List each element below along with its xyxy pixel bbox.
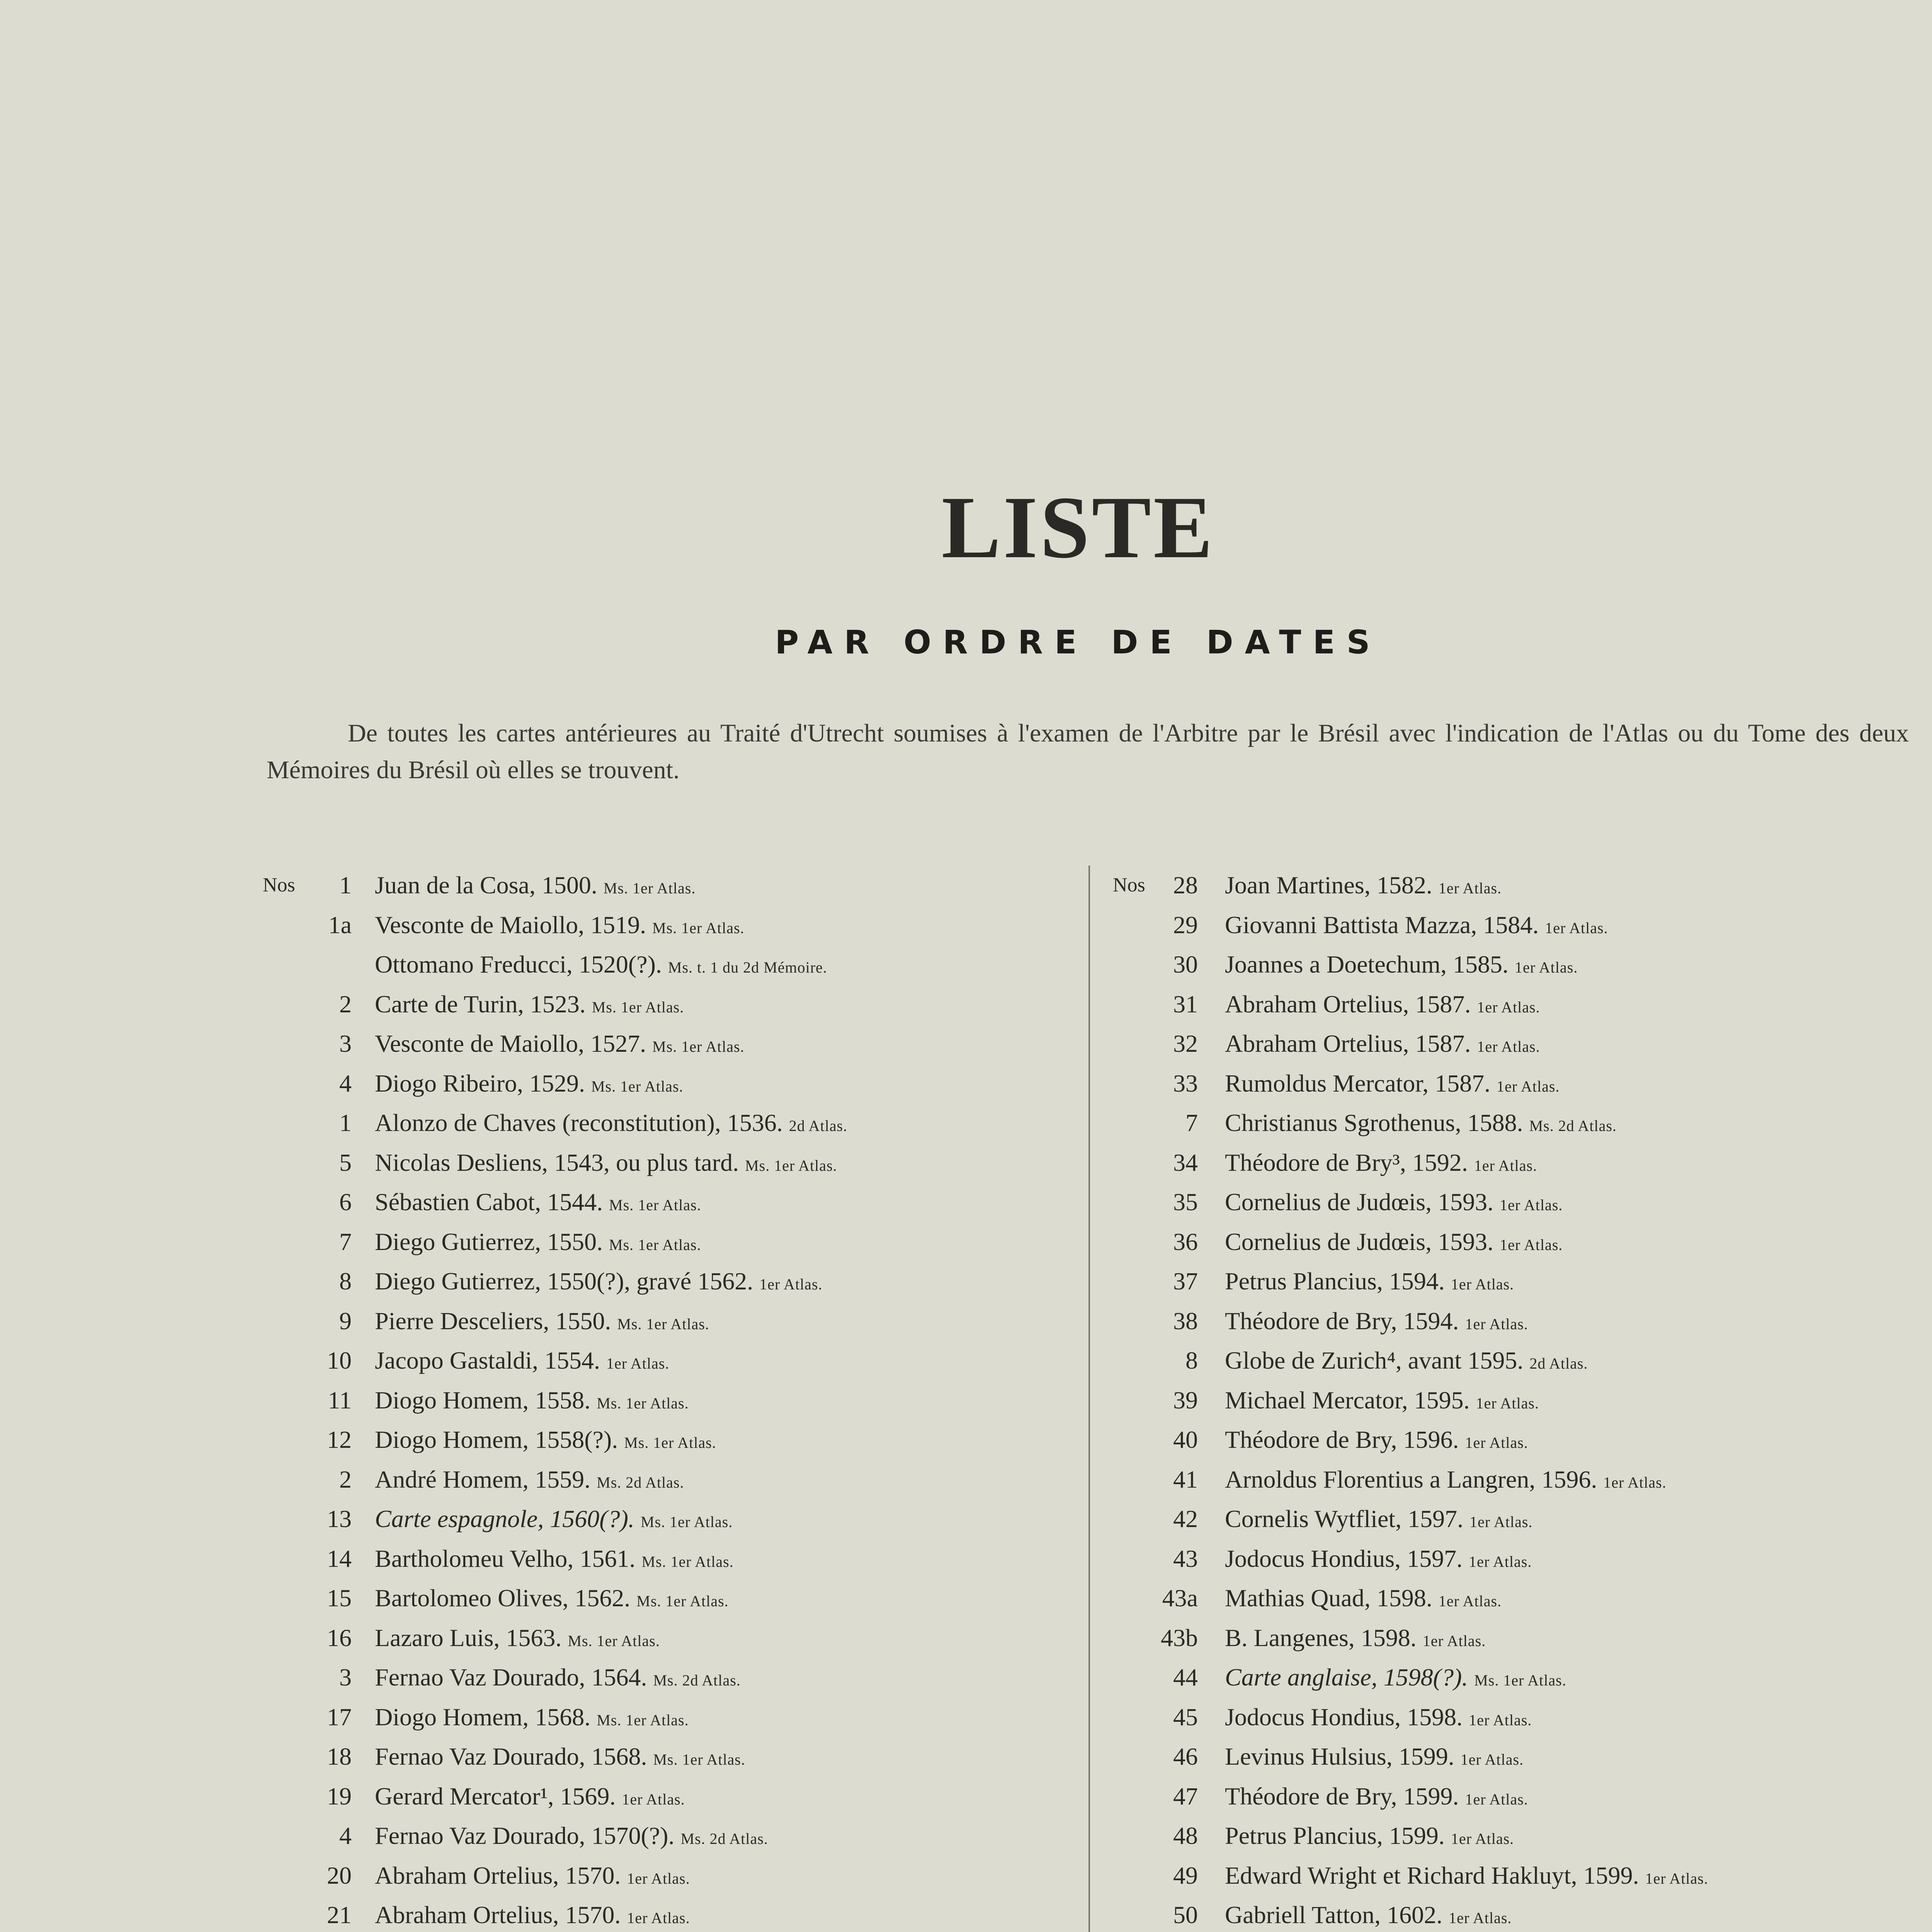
entry-note: 1er Atlas. <box>1465 1790 1528 1808</box>
entry-note: Ms. 1er Atlas. <box>1474 1672 1566 1689</box>
entry-number: 47 <box>1173 1782 1198 1810</box>
list-item <box>1113 1143 1932 1183</box>
entry-title: Fernao Vaz Dourado, 1570(?). <box>375 1822 675 1849</box>
entry-text <box>1225 945 1578 988</box>
entry-title: Cornelius de Judœis, 1593. <box>1225 1188 1494 1216</box>
entry-text <box>1225 1499 1532 1542</box>
number-label: Nos <box>263 874 295 896</box>
entry-number: 21 <box>327 1901 352 1929</box>
entry-text <box>375 1539 734 1582</box>
entry-title: Petrus Plancius, 1594. <box>1225 1267 1445 1295</box>
list-item <box>263 1777 1074 1816</box>
entry-title: Juan de la Cosa, 1500. <box>375 871 597 899</box>
list-item <box>263 1856 1074 1896</box>
entry-text <box>1225 1301 1528 1344</box>
entry-text <box>1225 1381 1539 1423</box>
entry-text <box>1225 1182 1563 1225</box>
entry-note: Ms. 2d Atlas. <box>1529 1117 1617 1134</box>
entry-text <box>375 1222 701 1265</box>
entry-text <box>1225 1024 1540 1067</box>
entry-text <box>375 1341 669 1384</box>
list-item <box>263 1182 1074 1222</box>
entry-number: 46 <box>1173 1743 1198 1770</box>
entry-number: 6 <box>339 1188 352 1216</box>
entry-text <box>375 1856 690 1899</box>
list-item <box>263 1341 1074 1381</box>
list-item <box>1113 1222 1932 1262</box>
entry-note: Ms. 1er Atlas. <box>652 919 745 937</box>
entry-note: 1er Atlas. <box>1438 1592 1502 1610</box>
entry-title: Mathias Quad, 1598. <box>1225 1584 1432 1612</box>
entry-number: 32 <box>1173 1030 1198 1057</box>
entry-note: 1er Atlas. <box>1465 1315 1528 1333</box>
entry-title: Carte anglaise, 1598(?). <box>1225 1663 1468 1691</box>
entry-title: Vesconte de Maiollo, 1519. <box>375 911 646 939</box>
entry-note: Ms. 1er Atlas. <box>609 1196 701 1214</box>
list-item <box>1113 1262 1932 1301</box>
entry-number: 28 <box>1173 871 1198 899</box>
entry-note: 1er Atlas. <box>1460 1751 1524 1768</box>
entry-text <box>1225 985 1540 1027</box>
entry-title: Sébastien Cabot, 1544. <box>375 1188 603 1216</box>
entry-number: 49 <box>1173 1861 1198 1889</box>
entry-title: Abraham Ortelius, 1570. <box>375 1861 621 1889</box>
entry-note: 1er Atlas. <box>1497 1077 1560 1095</box>
entry-title: Ottomano Freducci, 1520(?). <box>375 951 662 978</box>
entry-number: 31 <box>1173 990 1198 1018</box>
entry-title: Théodore de Bry, 1599. <box>1225 1782 1459 1810</box>
list-item <box>1113 866 1932 905</box>
entry-text <box>375 1182 701 1225</box>
entry-title: Diogo Homem, 1558. <box>375 1386 591 1414</box>
entry-title: Diego Gutierrez, 1550. <box>375 1228 603 1255</box>
entry-note: Ms. 1er Atlas. <box>653 1751 745 1768</box>
list-item <box>1113 1578 1932 1618</box>
entry-number: 36 <box>1173 1228 1198 1255</box>
list-item <box>1113 1381 1932 1420</box>
entry-title: Joannes a Doetechum, 1585. <box>1225 951 1509 978</box>
entry-text <box>1225 1460 1667 1503</box>
entry-note: Ms. 1er Atlas. <box>652 1038 745 1055</box>
list-item <box>1113 1499 1932 1539</box>
entry-title: Jodocus Hondius, 1598. <box>1225 1703 1463 1731</box>
list-item <box>263 1895 1074 1932</box>
entry-note: 1er Atlas. <box>1438 879 1502 897</box>
entry-title: Théodore de Bry, 1596. <box>1225 1426 1459 1453</box>
entry-note: 1er Atlas. <box>1477 1038 1540 1055</box>
list-item <box>263 1539 1074 1579</box>
entry-title: Gabriell Tatton, 1602. <box>1225 1901 1443 1929</box>
list-item <box>1113 985 1932 1024</box>
entry-number: 10 <box>327 1347 352 1374</box>
entry-number: 8 <box>339 1267 352 1295</box>
list-item <box>1113 1460 1932 1500</box>
list-item <box>263 1381 1074 1420</box>
entry-note: 1er Atlas. <box>1500 1236 1563 1253</box>
entry-text <box>375 1618 660 1661</box>
entry-note: Ms. 1er Atlas. <box>617 1315 709 1333</box>
entry-text <box>1225 1262 1514 1304</box>
entry-title: Diogo Homem, 1558(?). <box>375 1426 618 1453</box>
entry-title: Alonzo de Chaves (reconstitution), 1536. <box>375 1109 783 1136</box>
entry-title: Abraham Ortelius, 1570. <box>375 1901 621 1929</box>
entry-text <box>375 1064 683 1107</box>
entry-text <box>1225 1578 1502 1621</box>
entry-title: Rumoldus Mercator, 1587. <box>1225 1069 1491 1097</box>
entry-title: Lazaro Luis, 1563. <box>375 1624 562 1651</box>
left-column-list <box>263 866 1074 1932</box>
entry-note: 1er Atlas. <box>606 1355 670 1372</box>
intro-paragraph: De toutes les cartes antérieures au Traité d'Utrecht soumises à l'examen de l'Arbitre par le Brésil avec l'indication de l'Atlas ou du Tome des deux Mémoires du Brésil où elles se trouvent. <box>267 719 1909 784</box>
entry-text <box>375 1895 690 1932</box>
entry-title: Bartholomeu Velho, 1561. <box>375 1544 636 1572</box>
entry-text <box>1225 1143 1537 1186</box>
entry-note: 2d Atlas. <box>1529 1355 1588 1372</box>
entry-number: 3 <box>339 1663 352 1691</box>
entry-note: Ms. 1er Atlas. <box>597 1394 689 1412</box>
entry-note: 2d Atlas. <box>789 1117 848 1134</box>
entry-title: Levinus Hulsius, 1599. <box>1225 1743 1454 1770</box>
entry-note: Ms. 1er Atlas. <box>568 1632 660 1650</box>
entry-note: Ms. 1er Atlas. <box>745 1156 837 1174</box>
entry-title: Théodore de Bry³, 1592. <box>1225 1148 1468 1176</box>
entry-title: Nicolas Desliens, 1543, ou plus tard. <box>375 1148 739 1176</box>
entry-text <box>375 1381 689 1423</box>
entry-title: Cornelius de Judœis, 1593. <box>1225 1228 1494 1255</box>
entry-title: Théodore de Bry, 1594. <box>1225 1307 1459 1335</box>
list-item <box>263 1143 1074 1183</box>
entry-title: Petrus Plancius, 1599. <box>1225 1822 1445 1849</box>
entry-number: 17 <box>327 1703 352 1731</box>
entry-title: Carte espagnole, 1560(?). <box>375 1505 634 1532</box>
entry-number: 7 <box>339 1228 352 1255</box>
entry-text <box>375 866 696 908</box>
list-item <box>263 1499 1074 1539</box>
list-item <box>263 1420 1074 1460</box>
entry-number: 42 <box>1173 1505 1198 1532</box>
list-item <box>1113 1301 1932 1341</box>
list-item <box>263 1262 1074 1301</box>
entry-number: 50 <box>1173 1901 1198 1929</box>
entry-note: 1er Atlas. <box>1422 1632 1486 1650</box>
page-subtitle: PAR ORDRE DE DATES <box>775 623 1382 661</box>
entry-number: 35 <box>1173 1188 1198 1216</box>
entry-text <box>1225 1222 1563 1265</box>
entry-number: 16 <box>327 1624 352 1651</box>
entry-text <box>375 1143 837 1186</box>
entry-note: 1er Atlas. <box>1474 1156 1537 1174</box>
list-item <box>1113 1697 1932 1737</box>
entry-number: 43b <box>1161 1624 1198 1651</box>
list-item <box>1113 1737 1932 1777</box>
list-item <box>263 1222 1074 1262</box>
page-title: LISTE <box>941 478 1215 577</box>
entry-number: 37 <box>1173 1267 1198 1295</box>
entry-note: Ms. 1er Atlas. <box>609 1236 701 1253</box>
list-item <box>1113 1816 1932 1856</box>
entry-note: 1er Atlas. <box>1476 1394 1539 1412</box>
list-item <box>263 1024 1074 1064</box>
list-item <box>1113 1856 1932 1896</box>
entry-note: Ms. 1er Atlas. <box>603 879 696 897</box>
list-item <box>1113 1064 1932 1104</box>
list-item <box>263 1064 1074 1104</box>
entry-title: Fernao Vaz Dourado, 1568. <box>375 1743 647 1770</box>
entry-title: Michael Mercator, 1595. <box>1225 1386 1470 1414</box>
list-item <box>1113 1658 1932 1697</box>
entry-text <box>1225 1341 1588 1384</box>
entry-text <box>375 1024 745 1067</box>
list-item <box>263 1658 1074 1697</box>
entry-number: 43a <box>1162 1584 1198 1612</box>
entry-text <box>1225 1618 1486 1661</box>
right-column-list <box>1113 866 1932 1932</box>
list-item <box>263 1618 1074 1658</box>
entry-number: 38 <box>1173 1307 1198 1335</box>
list-item <box>263 985 1074 1024</box>
entry-number: 30 <box>1173 951 1198 978</box>
entry-note: 1er Atlas. <box>1545 919 1608 937</box>
entry-number: 39 <box>1173 1386 1198 1414</box>
entry-title: Carte de Turin, 1523. <box>375 990 586 1018</box>
entry-number: 7 <box>1185 1109 1198 1136</box>
entry-text <box>375 1578 729 1621</box>
entry-text <box>375 1777 685 1820</box>
entry-title: Christianus Sgrothenus, 1588. <box>1225 1109 1523 1136</box>
entry-note: 1er Atlas. <box>1469 1711 1532 1729</box>
entry-text <box>375 1460 684 1503</box>
entry-number: 19 <box>327 1782 352 1810</box>
entry-text <box>375 1658 741 1701</box>
entry-text <box>375 1420 716 1463</box>
entry-number: 29 <box>1173 911 1198 939</box>
entry-title: Vesconte de Maiollo, 1527. <box>375 1030 646 1057</box>
entry-note: 1er Atlas. <box>1449 1909 1512 1927</box>
number-label: Nos <box>1113 874 1145 896</box>
entry-text <box>1225 1895 1512 1932</box>
entry-number: 2 <box>339 990 352 1018</box>
entry-text <box>1225 1697 1532 1740</box>
list-item <box>263 1816 1074 1856</box>
entry-number: 41 <box>1173 1465 1198 1493</box>
list-item <box>263 866 1074 905</box>
entry-text <box>375 1697 689 1740</box>
entry-number: 33 <box>1173 1069 1198 1097</box>
entry-number: 9 <box>339 1307 352 1335</box>
entry-title: Abraham Ortelius, 1587. <box>1225 990 1471 1018</box>
entry-text <box>1225 1816 1514 1859</box>
column-divider <box>1088 866 1090 1932</box>
entry-note: Ms. 2d Atlas. <box>653 1672 741 1689</box>
entry-note: 1er Atlas. <box>1477 998 1540 1016</box>
entry-number: 5 <box>339 1148 352 1176</box>
entry-number: 2 <box>339 1465 352 1493</box>
entry-text <box>375 945 827 988</box>
list-item <box>263 945 1074 985</box>
entry-number: 11 <box>328 1386 352 1414</box>
entry-note: Ms. 1er Atlas. <box>636 1592 729 1610</box>
entry-title: Bartolomeo Olives, 1562. <box>375 1584 631 1612</box>
entry-number: 45 <box>1173 1703 1198 1731</box>
entry-note: Ms. 1er Atlas. <box>592 998 684 1016</box>
entry-title: Jodocus Hondius, 1597. <box>1225 1544 1463 1572</box>
entry-note: 1er Atlas. <box>1469 1513 1533 1531</box>
list-item <box>263 905 1074 945</box>
entry-title: Edward Wright et Richard Hakluyt, 1599. <box>1225 1861 1639 1889</box>
entry-note: 1er Atlas. <box>627 1869 690 1887</box>
entry-number: 14 <box>327 1544 352 1572</box>
list-item <box>1113 1024 1932 1064</box>
entry-text <box>1225 1737 1524 1780</box>
entry-number: 12 <box>327 1426 352 1453</box>
entry-title: Giovanni Battista Mazza, 1584. <box>1225 911 1539 939</box>
entry-note: 1er Atlas. <box>622 1790 685 1808</box>
entry-title: Arnoldus Florentius a Langren, 1596. <box>1225 1465 1597 1493</box>
entry-note: Ms. 1er Atlas. <box>641 1553 734 1570</box>
entry-note: 1er Atlas. <box>627 1909 690 1927</box>
entry-text <box>1225 905 1608 948</box>
entry-note: 1er Atlas. <box>759 1276 823 1293</box>
entry-title: Diego Gutierrez, 1550(?), gravé 1562. <box>375 1267 753 1295</box>
entry-text <box>1225 1856 1708 1899</box>
entry-title: Pierre Desceliers, 1550. <box>375 1307 611 1335</box>
entry-title: Gerard Mercator¹, 1569. <box>375 1782 616 1810</box>
list-item <box>1113 1420 1932 1460</box>
entry-number: 1a <box>328 911 352 939</box>
entry-text <box>1225 1103 1617 1146</box>
entry-text <box>375 905 745 948</box>
entry-text <box>375 1103 847 1146</box>
list-item <box>263 1103 1074 1143</box>
list-item <box>1113 945 1932 985</box>
entry-note: Ms. 2d Atlas. <box>597 1473 684 1491</box>
list-item <box>263 1460 1074 1500</box>
entry-text <box>375 985 684 1027</box>
entry-number: 18 <box>327 1743 352 1770</box>
entry-title: Diogo Homem, 1568. <box>375 1703 591 1731</box>
entry-note: Ms. 1er Atlas. <box>640 1513 733 1531</box>
entry-note: Ms. 2d Atlas. <box>680 1830 768 1847</box>
entry-title: Cornelis Wytfliet, 1597. <box>1225 1505 1464 1532</box>
list-item <box>1113 1103 1932 1143</box>
entry-note: 1er Atlas. <box>1451 1830 1514 1847</box>
entry-number: 40 <box>1173 1426 1198 1453</box>
entry-text <box>1225 866 1502 908</box>
list-item <box>1113 1182 1932 1222</box>
entry-title: Joan Martines, 1582. <box>1225 871 1432 899</box>
entry-text <box>1225 1539 1532 1582</box>
entry-text <box>1225 1420 1528 1463</box>
entry-title: Fernao Vaz Dourado, 1564. <box>375 1663 647 1691</box>
entry-title: Diogo Ribeiro, 1529. <box>375 1069 585 1097</box>
list-item <box>1113 1895 1932 1932</box>
list-item <box>1113 1777 1932 1816</box>
entry-number: 1 <box>339 871 352 899</box>
list-item <box>1113 1618 1932 1658</box>
entry-title: Globe de Zurich⁴, avant 1595. <box>1225 1347 1524 1374</box>
entry-number: 1 <box>339 1109 352 1136</box>
entry-number: 34 <box>1173 1148 1198 1176</box>
entry-text <box>1225 1658 1566 1701</box>
entry-note: Ms. t. 1 du 2d Mémoire. <box>668 959 827 976</box>
entry-text <box>375 1499 733 1542</box>
list-item <box>263 1737 1074 1777</box>
entry-number: 3 <box>339 1030 352 1057</box>
list-item <box>263 1697 1074 1737</box>
entry-title: B. Langenes, 1598. <box>1225 1624 1417 1651</box>
entry-note: 1er Atlas. <box>1500 1196 1563 1214</box>
entry-number: 48 <box>1173 1822 1198 1849</box>
entry-note: 1er Atlas. <box>1603 1473 1667 1491</box>
entry-note: 1er Atlas. <box>1515 959 1578 976</box>
entry-number: 8 <box>1185 1347 1198 1374</box>
entry-number: 4 <box>339 1069 352 1097</box>
list-item <box>263 1578 1074 1618</box>
entry-note: 1er Atlas. <box>1645 1869 1708 1887</box>
entry-number: 4 <box>339 1822 352 1849</box>
entry-note: 1er Atlas. <box>1469 1553 1532 1570</box>
entry-text <box>375 1816 768 1859</box>
entry-number: 15 <box>327 1584 352 1612</box>
entry-text <box>375 1737 745 1780</box>
entry-text <box>375 1262 823 1304</box>
entry-note: 1er Atlas. <box>1451 1276 1514 1293</box>
entry-title: Abraham Ortelius, 1587. <box>1225 1030 1471 1057</box>
entry-title: André Homem, 1559. <box>375 1465 591 1493</box>
entry-note: Ms. 1er Atlas. <box>624 1434 716 1451</box>
list-item <box>1113 905 1932 945</box>
entry-note: 1er Atlas. <box>1465 1434 1528 1451</box>
list-item <box>1113 1341 1932 1381</box>
entry-number: 43 <box>1173 1544 1198 1572</box>
entry-note: Ms. 1er Atlas. <box>597 1711 689 1729</box>
entry-title: Jacopo Gastaldi, 1554. <box>375 1347 600 1374</box>
entry-number: 13 <box>327 1505 352 1532</box>
list-item <box>1113 1539 1932 1579</box>
entry-number: 44 <box>1173 1663 1198 1691</box>
entry-text <box>1225 1777 1528 1820</box>
entry-note: Ms. 1er Atlas. <box>591 1077 684 1095</box>
entry-number: 20 <box>327 1861 352 1889</box>
entry-text <box>1225 1064 1560 1107</box>
list-item <box>263 1301 1074 1341</box>
entry-text <box>375 1301 709 1344</box>
